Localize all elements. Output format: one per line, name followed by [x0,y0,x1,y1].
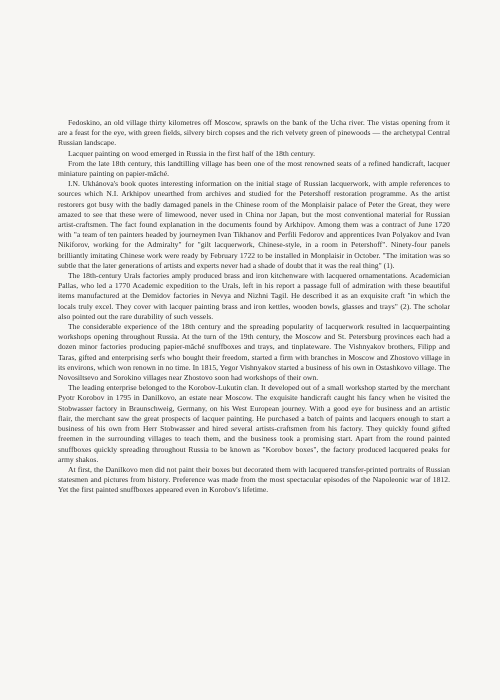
paragraph: The considerable experience of the 18th century and the spreading popularity of lacquerwork resulted in lacquerpainting workshops opening throughout Russia. At the turn of the 19th century, the Moscow and St. Petersburg provinces each had a dozen minor factories producing papier-mâché snuffboxes and trays, and tinplateware. The Vishnyakov brothers, Filipp and Taras, gifted and enterprising serfs who bought their freedom, started a firm with branches in Moscow and Zhostovo village in its environs, which won renown in no time. In 1815, Yegor Vishnyakov started a business of his own in Ostashkovo village. The Novosiltsevo and Sorokino villages near Zhostovo soon had workshops of their own. [58,322,450,383]
paragraph: The leading enterprise belonged to the Korobov-Lukutin clan. It developed out of a small workshop started by the merchant Pyotr Korobov in 1795 in Danilkovo, an estate near Moscow. The exquisite handicraft caught his fancy when he visited the Stobwasser factory in Braunschweig, Germany, on his West European journey. With a good eye for business and an artistic flair, the merchant saw the great prospects of lacquer painting. He purchased a batch of paints and lacquers enough to start a business of his own from Herr Stobwasser and hired several artists-craftsmen from his factory. They quickly found gifted freemen in the surrounding villages to teach them, and the business took a promising start. Apart from the round painted snuffboxes quickly spreading throughout Russia to be known as "Korobov boxes", the factory produced lacquered peaks for army shakos. [58,383,450,464]
paragraph: At first, the Danilkovo men did not paint their boxes but decorated them with lacquered transfer-printed portraits of Russian statesmen and pictures from history. Preference was made from the most spectacular episodes of the Napoleonic war of 1812. Yet the first painted snuffboxes appeared even in Korobov's lifetime. [58,464,450,495]
paragraph: Fedoskino, an old village thirty kilometres off Moscow, sprawls on the bank of the Ucha river. The vistas opening from it are a feast for the eye, with green fields, silvery birch copses and the rich velvety green of pinewoods — the archetypal Central Russian landscape. [58,118,450,148]
paragraph: From the late 18th century, this landtilling village has been one of the most renowned seats of a refined handicraft, lacquer miniature painting on papier-mâché. [58,158,450,179]
paragraph: Lacquer painting on wood emerged in Russia in the first half of the 18th century. [68,148,316,158]
body-text [58,118,450,496]
paragraph: I.N. Ukhánova's book quotes interesting information on the initial stage of Russian lacquerwork, with ample references to sources which N.I. Arkhipov unearthed from archives and studied for the Petershoff restoration programme. As the artist restorers got busy with the badly damaged panels in the Chinese room of the Monplaisir palace of Peter the Great, they were amazed to see that these were of limewood, never used in China nor Japan, but the most conventional material for Russian artist-craftsmen. The fact found explanation in the documents found by Arkhipov. Among them was a contract of June 1720 with "a team of ten painters headed by journeymen Ivan Tikhanov and Perfili Fedorov and apprentices Ivan Polyakov and Ivan Nikiforov, working for the Admiralty" for "gilt lacquerwork, Chinese-style, in a room in Petershoff". Ninety-four panels brilliantly imitating Chinese work were ready by February 1722 to be installed in Monplaisir in October. "The imitation was so subtle that the later generations of artists and experts never had a shade of doubt that it was the real thing" (1). [58,179,450,270]
paragraph: The 18th-century Urals factories amply produced brass and iron kitchenware with lacquered ornamentations. Academician Pallas, who led a 1770 Academic expedition to the Urals, left in his report a passage full of admiration with these beautiful items manufactured at the Demidov factories in Nevya and Nizhni Tagil. He described it as an exquisite craft "in which the locals truly excel. They cover with lacquer painting brass and iron kettles, wooden bowls, glasses and trays" (2). The scholar also pointed out the rare durability of such vessels. [58,271,450,321]
